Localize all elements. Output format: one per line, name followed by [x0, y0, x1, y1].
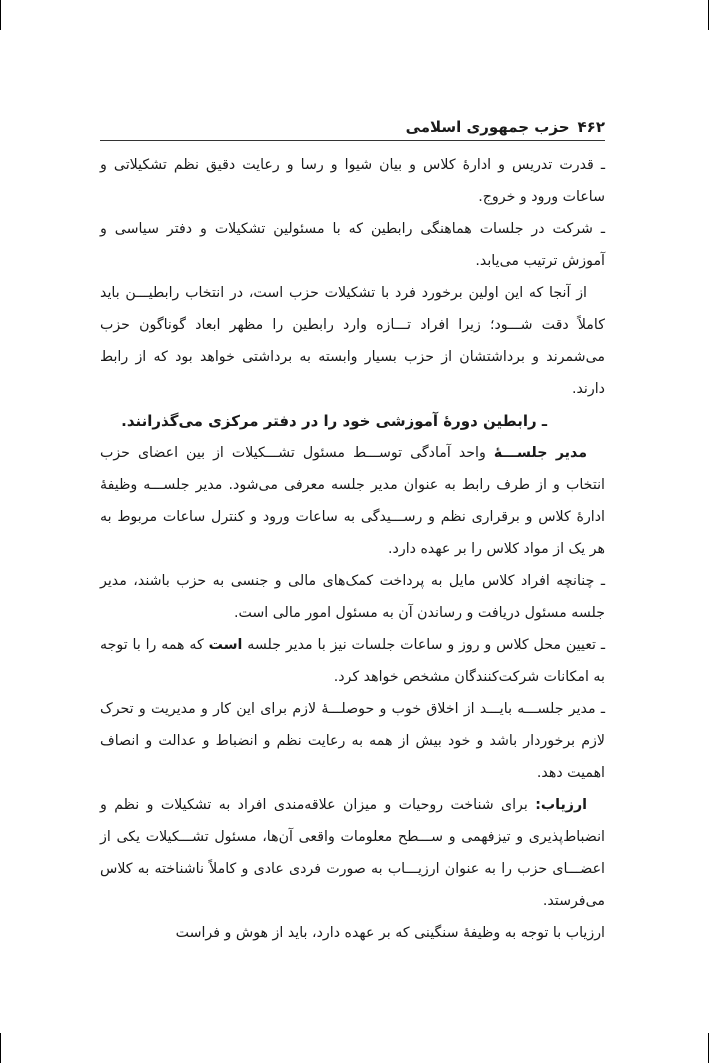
paragraph-7-text-b: که همه را با توجه به امکانات شرکت‌کنندگان مشخص خواهد کرد.	[100, 637, 605, 685]
running-header	[100, 118, 605, 136]
paragraph-9	[100, 789, 605, 917]
paragraph-7-text-a: ـ تعیین محل کلاس و روز و ساعات جلسات نیز با مدیر جلسه	[242, 637, 605, 653]
page-number: ۴۶۲	[577, 118, 605, 136]
paragraph-7	[100, 629, 605, 693]
running-title: حزب جمهوری اسلامی	[405, 118, 570, 136]
crop-mark-top-left	[0, 0, 1, 30]
crop-mark-bottom-left	[0, 1033, 1, 1063]
book-page	[100, 118, 605, 949]
paragraph-9-text: برای شناخت روحیات و میزان علاقه‌مندی افراد به تشکیلات و نظم و انضباط‌پذیری و تیزفهمی و ســـطح معلومات واقعی آن‌ها، مسئول تشـــکیلات یکی از اعضـــای حزب را به عنوان ارزیـــاب به صورت فردی عادی و کاملاً ناشناخته به کلاس می‌فرستد.	[100, 797, 605, 909]
paragraph-6: ـ چنانچه افراد کلاس مایل به پرداخت کمک‌های مالی و جنسی به حزب باشند، مدیر جلسه مسئول دریافت و رساندن آن به مسئول امور مالی است.	[100, 573, 605, 621]
paragraph-8: ـ مدیر جلســـه بایـــد از اخلاق خوب و حوصلـــهٔ لازم برای این کار و مدیریت و تحرک لازم برخوردار باشد و خود بیش از همه به رعایت نظم و انضباط و عدالت و انصاف اهمیت دهد.	[100, 701, 605, 781]
paragraph-2: ـ شرکت در جلسات هماهنگی رابطین که با مسئولین تشکیلات و دفتر سیاسی و آموزش ترتیب می‌یابد.	[100, 221, 605, 269]
paragraph-1: ـ قدرت تدریس و ادارهٔ کلاس و بیان شیوا و رسا و رعایت دقیق نظم تشکیلاتی و ساعات ورود و خروج.	[100, 157, 605, 205]
term-session-manager: مدیر جلســـهٔ	[493, 445, 587, 461]
paragraph-7-bold: است	[208, 637, 243, 653]
term-evaluator: ارزیاب:	[535, 797, 587, 813]
paragraph-5	[100, 437, 605, 565]
paragraph-10: ارزیاب با توجه به وظیفهٔ سنگینی که بر عهده دارد، باید از هوش و فراست	[175, 925, 605, 941]
paragraph-3: از آنجا که این اولین برخورد فرد با تشکیلات حزب است، در انتخاب رابطیـــن باید کاملاً دقت شـــود؛ زیرا افراد تـــازه وارد رابطین را مظهر ابعاد گوناگون حزب می‌شمرند و برداشتشان از حزب بسیار وابسته به برداشتی خواهد بود که از رابط دارند.	[100, 285, 605, 397]
subheading: ـ رابطین دورهٔ آموزشی خود را در دفتر مرکزی می‌گذرانند.	[121, 412, 547, 430]
paragraph-5-text: واحد آمادگی توســـط مسئول تشـــکیلات از بین اعضای حزب انتخاب و از طرف رابط به عنوان مدیر جلسه معرفی می‌شود. مدیر جلســـه وظیفهٔ ادارهٔ کلاس و برقراری نظم و رســـیدگی به ساعات ورود و کنترل ساعات مربوط به هر یک از مواد کلاس را بر عهده دارد.	[100, 445, 605, 557]
header-rule	[100, 140, 605, 141]
